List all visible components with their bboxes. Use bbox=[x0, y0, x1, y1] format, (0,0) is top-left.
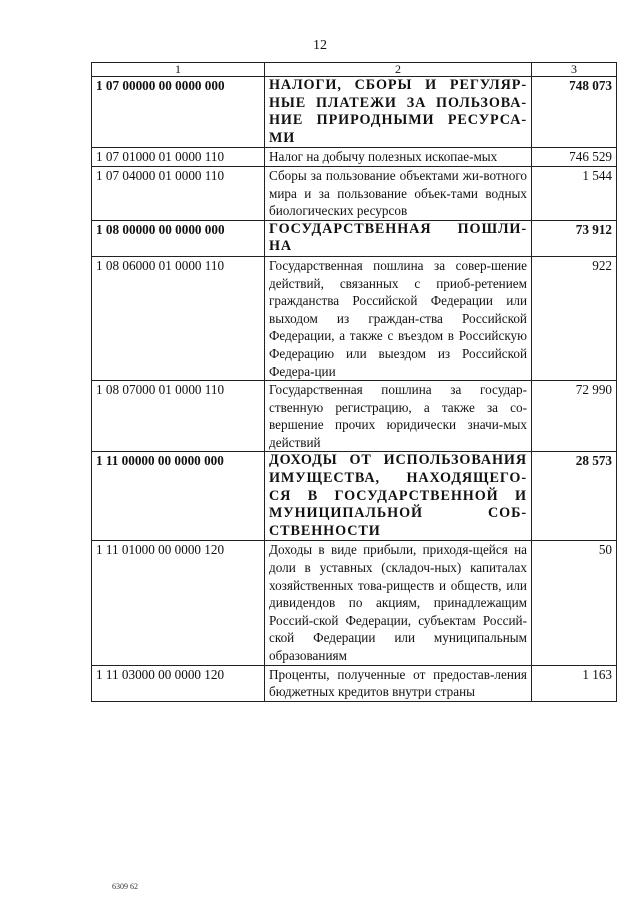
table-row bbox=[92, 381, 617, 452]
column-number-amount: 3 bbox=[532, 63, 617, 77]
amount-cell: 73 912 bbox=[532, 220, 617, 256]
amount-cell: 1 163 bbox=[532, 665, 617, 701]
column-number-code: 1 bbox=[92, 63, 265, 77]
amount-cell: 72 990 bbox=[532, 381, 617, 452]
section-row bbox=[92, 452, 617, 541]
table-row bbox=[92, 256, 617, 380]
table-row bbox=[92, 665, 617, 701]
code-cell: 1 07 00000 00 0000 000 bbox=[92, 77, 265, 148]
name-cell: НАЛОГИ, СБОРЫ И РЕГУЛЯР-НЫЕ ПЛАТЕЖИ ЗА ПОЛЬЗОВА-НИЕ ПРИРОДНЫМИ РЕСУРСА-МИ bbox=[265, 77, 532, 148]
table-row bbox=[92, 541, 617, 665]
name-cell: ГОСУДАРСТВЕННАЯ ПОШЛИ-НА bbox=[265, 220, 532, 256]
table-row bbox=[92, 148, 617, 167]
name-cell: Проценты, полученные от предостав-ления бюджетных кредитов внутри страны bbox=[265, 665, 532, 701]
code-cell: 1 07 04000 01 0000 110 bbox=[92, 166, 265, 220]
name-cell: Доходы в виде прибыли, приходя-щейся на доли в уставных (складоч-ных) капиталах хозяйственных това-риществ и обществ, или дивидендов по акциям, принадлежащим Россий-ской Федерации, субъектам Россий-ской Федерации или муниципальным образованиям bbox=[265, 541, 532, 665]
name-cell: Сборы за пользование объектами жи-вотного мира и за пользование объек-тами водных биологических ресурсов bbox=[265, 166, 532, 220]
table-row bbox=[92, 166, 617, 220]
code-cell: 1 11 00000 00 0000 000 bbox=[92, 452, 265, 541]
amount-cell: 746 529 bbox=[532, 148, 617, 167]
name-cell: Налог на добычу полезных ископае-мых bbox=[265, 148, 532, 167]
code-cell: 1 08 00000 00 0000 000 bbox=[92, 220, 265, 256]
budget-revenue-table bbox=[91, 62, 617, 702]
section-row bbox=[92, 77, 617, 148]
amount-cell: 1 544 bbox=[532, 166, 617, 220]
code-cell: 1 11 01000 00 0000 120 bbox=[92, 541, 265, 665]
section-row bbox=[92, 220, 617, 256]
code-cell: 1 07 01000 01 0000 110 bbox=[92, 148, 265, 167]
amount-cell: 748 073 bbox=[532, 77, 617, 148]
column-number-row bbox=[92, 63, 617, 77]
name-cell: ДОХОДЫ ОТ ИСПОЛЬЗОВАНИЯ ИМУЩЕСТВА, НАХОДЯЩЕГО-СЯ В ГОСУДАРСТВЕННОЙ И МУНИЦИПАЛЬНОЙ СОБ-СТВЕННОСТИ bbox=[265, 452, 532, 541]
code-cell: 1 08 06000 01 0000 110 bbox=[92, 256, 265, 380]
page-number: 12 bbox=[313, 38, 327, 53]
footer-code: 6309 62 bbox=[112, 882, 138, 891]
amount-cell: 922 bbox=[532, 256, 617, 380]
name-cell: Государственная пошлина за совер-шение действий, связанных с приоб-ретением гражданства Российской Федерации или выходом из граждан-ства Российской Федерации, а также с въездом в Российскую Федерацию или выездом из Российской Федера-ции bbox=[265, 256, 532, 380]
amount-cell: 28 573 bbox=[532, 452, 617, 541]
code-cell: 1 08 07000 01 0000 110 bbox=[92, 381, 265, 452]
column-number-name: 2 bbox=[265, 63, 532, 77]
amount-cell: 50 bbox=[532, 541, 617, 665]
name-cell: Государственная пошлина за государ-ственную регистрацию, а также за со-вершение прочих юридически значи-мых действий bbox=[265, 381, 532, 452]
code-cell: 1 11 03000 00 0000 120 bbox=[92, 665, 265, 701]
